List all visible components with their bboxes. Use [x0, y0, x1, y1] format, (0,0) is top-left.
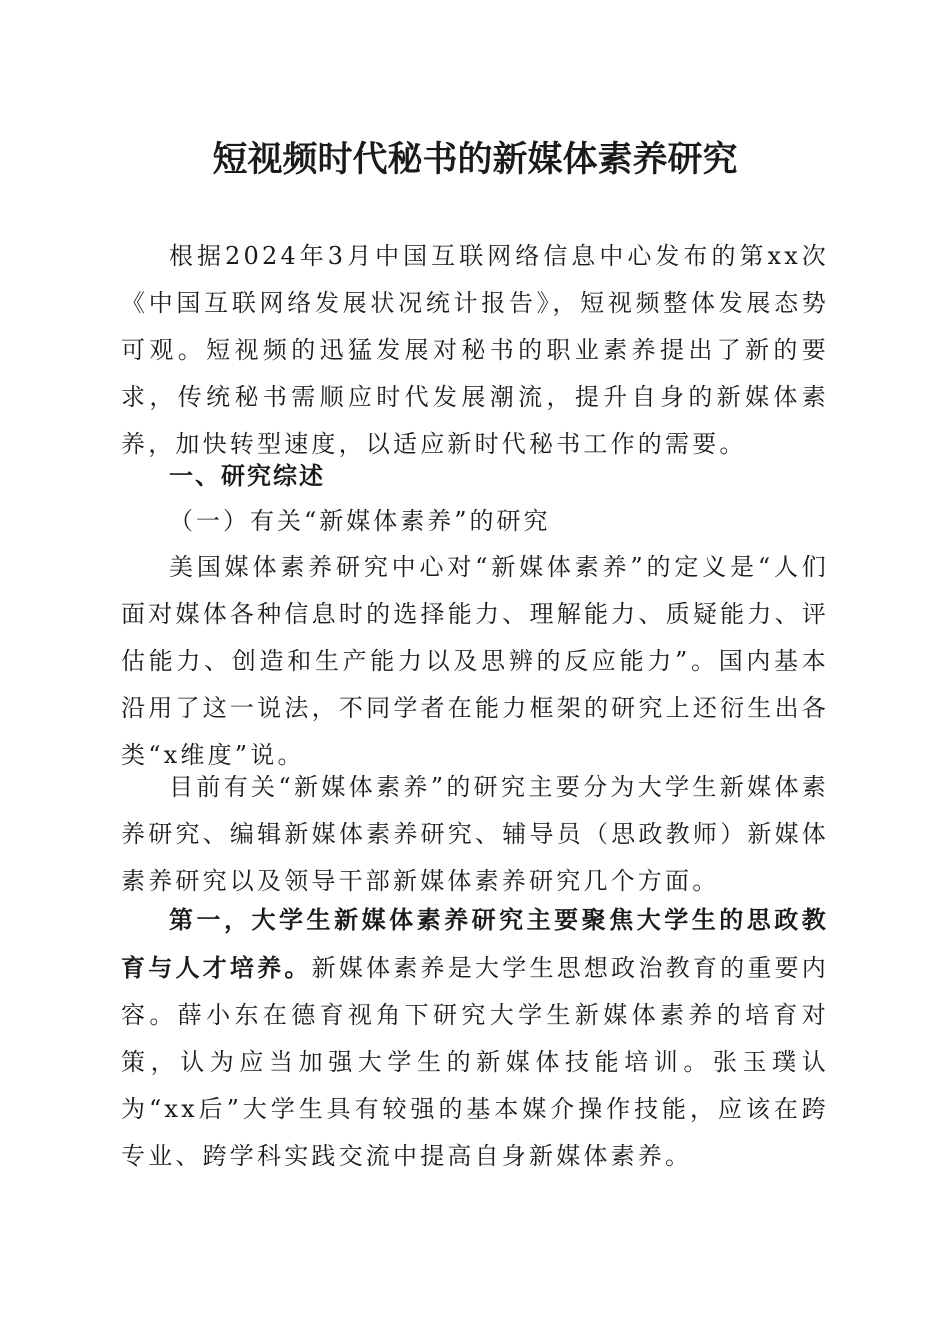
section-heading: 一、研究综述	[169, 461, 325, 490]
subsection1-heading-block	[121, 498, 829, 545]
document-title: 短视频时代秘书的新媒体素养研究	[212, 139, 738, 180]
intro-paragraph: 根据2024年3月中国互联网络信息中心发布的第xx次《中国互联网络发展状况统计报告》，短视频整体发展态势可观。短视频的迅猛发展对秘书的职业素养提出了新的要求，传统秘书需顺应时代发展潮流，提升自身的新媒体素养，加快转型速度，以适应新时代秘书工作的需要。	[121, 242, 829, 458]
subsection-heading: （一）有关“新媒体素养”的研究	[169, 507, 551, 535]
directions-paragraph: 目前有关“新媒体素养”的研究主要分为大学生新媒体素养研究、编辑新媒体素养研究、辅导员（思政教师）新媒体素养研究以及领导干部新媒体素养研究几个方面。	[121, 773, 829, 895]
definition-block	[121, 544, 829, 779]
definition-paragraph: 美国媒体素养研究中心对“新媒体素养”的定义是“人们面对媒体各种信息时的选择能力、理解能力、质疑能力、评估能力、创造和生产能力以及思辨的反应能力”。国内基本沿用了这一说法，不同学者在能力框架的研究上还衍生出各类“x维度”说。	[121, 553, 829, 769]
first-point-rest: 新媒体素养是大学生思想政治教育的重要内容。薛小东在德育视角下研究大学生新媒体素养的培育对策，认为应当加强大学生的新媒体技能培训。张玉璞认为“xx后”大学生具有较强的基本媒介操作技能，应该在跨专业、跨学科实践交流中提高自身新媒体素养。	[121, 954, 829, 1170]
first-point-paragraph	[121, 896, 829, 1180]
first-point-lead: 第一，大学生新媒体素养研究主要聚焦大学生的思政教育与人才培养。	[121, 905, 829, 982]
directions-block	[121, 764, 829, 905]
intro-block	[121, 233, 829, 468]
first-point-block	[121, 896, 829, 1180]
section1-heading-block	[121, 452, 829, 499]
